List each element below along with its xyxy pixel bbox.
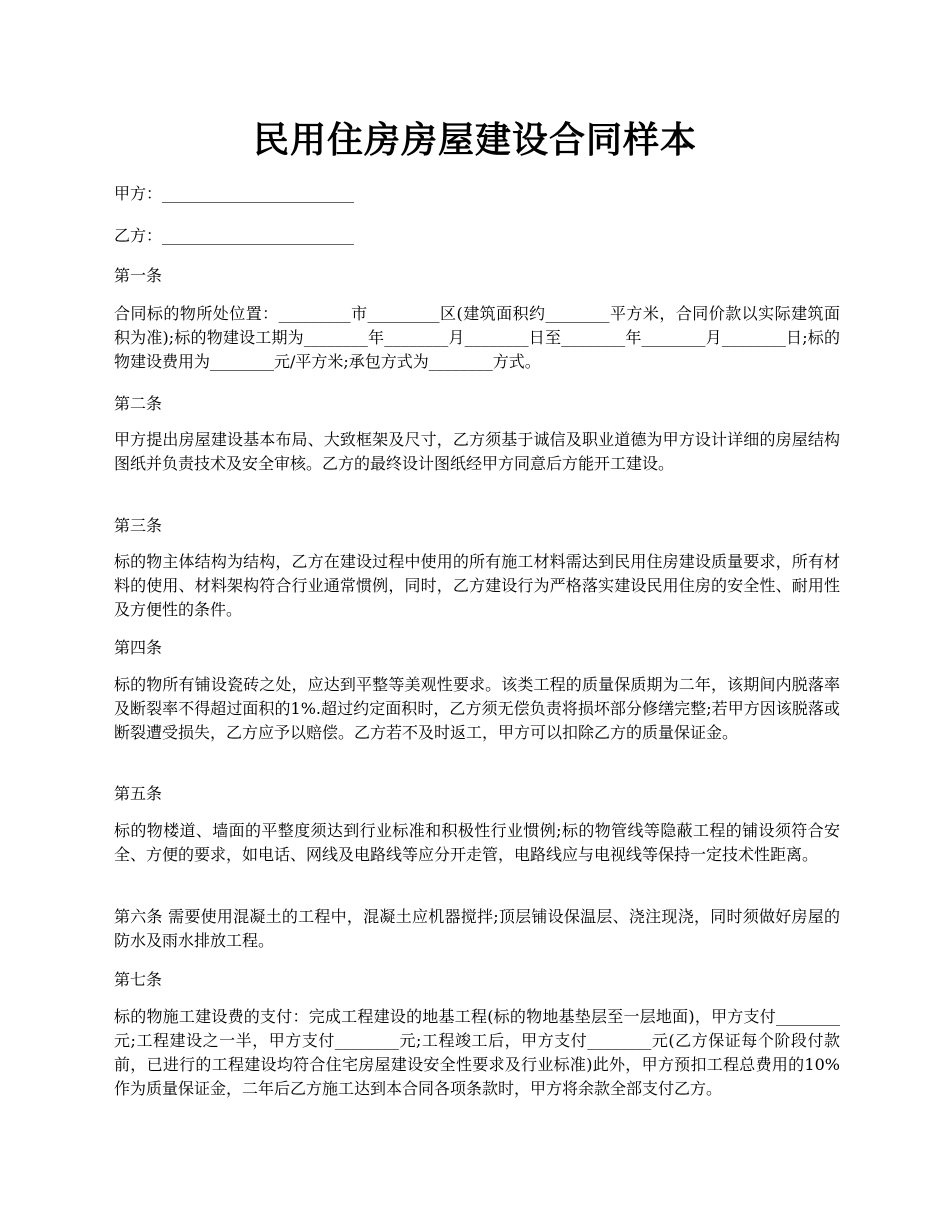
clause-1-heading: 第一条 <box>114 266 163 285</box>
clause-7-text: 标的物施工建设费的支付：完成工程建设的地基工程(标的物地基垫层至一层地面)，甲方支付________元;工程建设之一半，甲方支付________元;工程竣工后，甲方支付________元(乙方保证每个阶段付款前，已进行的工程建设均符合住宅房屋建设安全性要求及行业标准)此外，甲方预扣工程总费用的10%作为质量保证金，二年后乙方施工达到本合同各项条款时，甲方将余款全部支付乙方。 <box>114 1007 840 1098</box>
clause-7-heading: 第七条 <box>114 970 163 989</box>
clause-5-heading: 第五条 <box>114 784 163 803</box>
party-a-line: 甲方：________________________ <box>114 184 355 203</box>
clause-5-text: 标的物楼道、墙面的平整度须达到行业标准和积极性行业惯例;标的物管线等隐蔽工程的铺设须符合安全、方便的要求，如电话、网线及电路线等应分开走管，电路线应与电视线等保持一定技术性距离。 <box>114 821 840 864</box>
document-title: 民用住房房屋建设合同样本 <box>252 120 697 161</box>
clause-3-heading: 第三条 <box>114 516 163 535</box>
clause-4-heading: 第四条 <box>114 638 163 657</box>
clause-2-text: 甲方提出房屋建设基本布局、大致框架及尺寸，乙方须基于诚信及职业道德为甲方设计详细的房屋结构图纸并负责技术及安全审核。乙方的最终设计图纸经甲方同意后方能开工建设。 <box>114 430 840 473</box>
clause-3-text: 标的物主体结构为结构，乙方在建设过程中使用的所有施工材料需达到民用住房建设质量要求，所有材料的使用、材料架构符合行业通常惯例，同时，乙方建设行为严格落实建设民用住房的安全性、耐用性及方便性的条件。 <box>114 552 840 619</box>
clause-4-text: 标的物所有铺设瓷砖之处，应达到平整等美观性要求。该类工程的质量保质期为二年，该期间内脱落率及断裂率不得超过面积的1%.超过约定面积时，乙方须无偿负责将损坏部分修缮完整;若甲方因该脱落或断裂遭受损失，乙方应予以赔偿。乙方若不及时返工，甲方可以扣除乙方的质量保证金。 <box>114 675 840 742</box>
clause-2-heading: 第二条 <box>114 394 163 413</box>
clause-1-text: 合同标的物所处位置：_________市_________区(建筑面积约________平方米，合同价款以实际建筑面积为准);标的物建设工期为________年________月________日至________年________月________日;标的物建设费用为________元/平方米;承包方式为________方式。 <box>114 304 840 371</box>
party-b-line: 乙方：________________________ <box>114 226 355 245</box>
clause-6-text: 第六条 需要使用混凝土的工程中，混凝土应机器搅拌;顶层铺设保温层、浇注现浇，同时须做好房屋的防水及雨水排放工程。 <box>114 907 840 950</box>
